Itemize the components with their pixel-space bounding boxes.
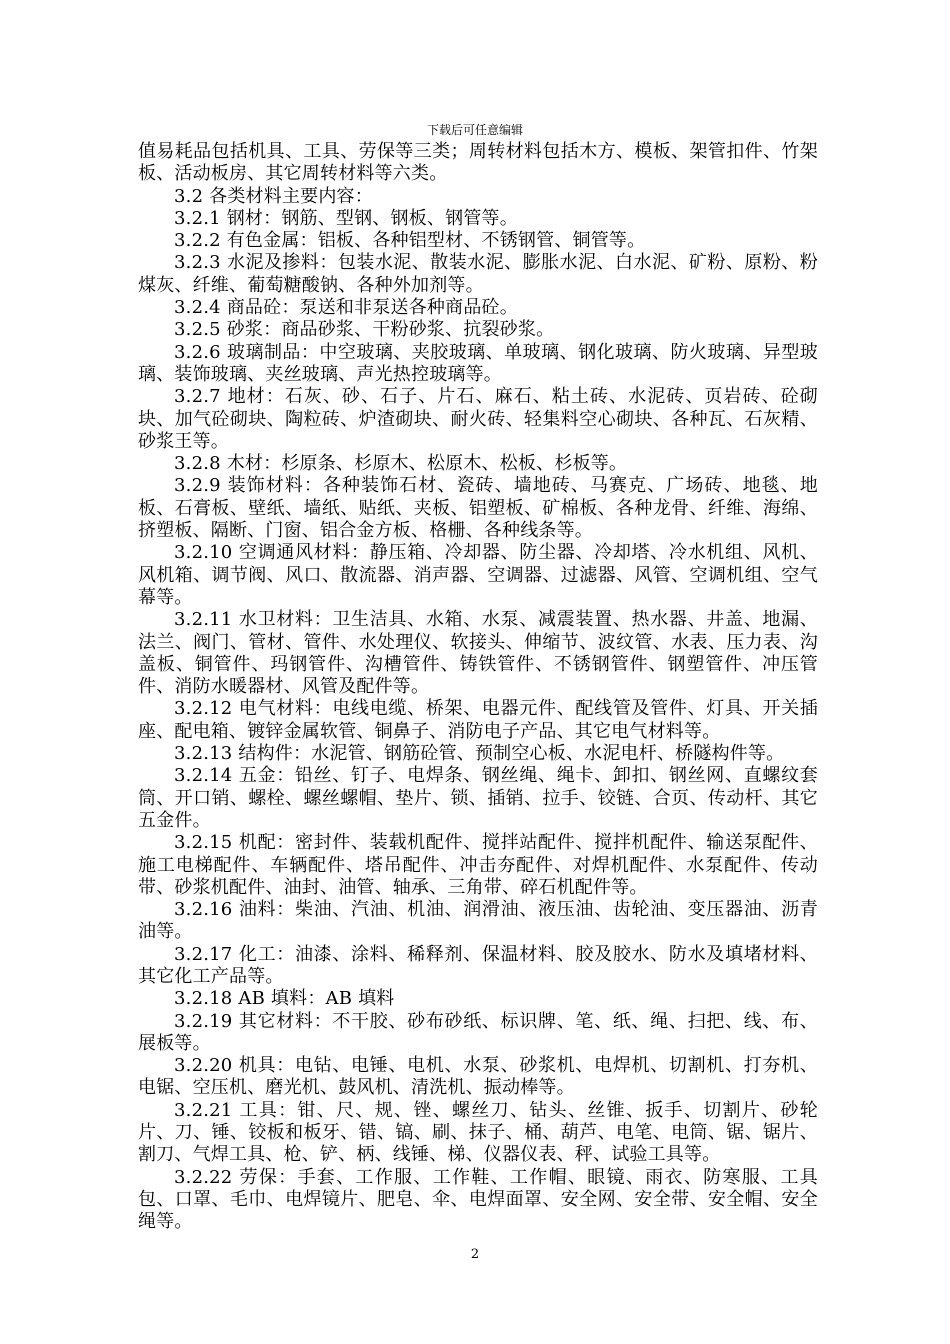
paragraph: 3.2.2 有色金属：铝板、各种铝型材、不锈钢管、铜管等。 [174, 230, 646, 252]
document-body [138, 141, 818, 1234]
paragraph: 值易耗品包括机具、工具、劳保等三类；周转材料包括木方、模板、架管扣件、竹架板、活动板房、其它周转材料等六类。 [138, 141, 818, 185]
paragraph: 3.2.19 其它材料：不干胶、砂布砂纸、标识牌、笔、纸、绳、扫把、线、布、展板等。 [138, 1010, 818, 1054]
paragraph: 3.2.20 机具：电钻、电锤、电机、水泵、砂浆机、电焊机、切割机、打夯机、电锯、空压机、磨光机、鼓风机、清洗机、振动棒等。 [138, 1055, 818, 1099]
paragraph: 3.2.18 AB 填料：AB 填料 [174, 988, 395, 1010]
paragraph: 3.2.1 钢材：钢筋、型钢、钢板、钢管等。 [174, 207, 518, 229]
paragraph: 3.2.21 工具：钳、尺、规、锉、螺丝刀、钻头、丝锥、扳手、切割片、砂轮片、刀、锤、铰板和板牙、错、镐、刷、抹子、桶、葫芦、电笔、电筒、锯、锯片、割刀、气焊工具、枪、铲、柄、线锤、梯、仪器仪表、秤、试验工具等。 [138, 1099, 818, 1166]
paragraph: 3.2.14 五金：铅丝、钉子、电焊条、钢丝绳、绳卡、卸扣、钢丝网、直螺纹套筒、开口销、螺栓、螺丝螺帽、垫片、锁、插销、拉手、铰链、合页、传动杆、其它五金件。 [138, 765, 818, 831]
page-number: 2 [470, 1247, 480, 1262]
paragraph: 3.2.22 劳保：手套、工作服、工作鞋、工作帽、眼镜、雨衣、防寒服、工具包、口罩、毛巾、电焊镜片、肥皂、伞、电焊面罩、安全网、安全带、安全帽、安全绳等。 [138, 1166, 818, 1233]
paragraph: 3.2.3 水泥及掺料：包装水泥、散装水泥、膨胀水泥、白水泥、矿粉、原粉、粉煤灰、纤维、葡萄糖酸钠、各种外加剂等。 [138, 252, 818, 296]
page-header: 下载后可任意编辑 [426, 123, 523, 137]
paragraph: 3.2.9 装饰材料：各种装饰石材、瓷砖、墙地砖、马赛克、广场砖、地毯、地板、石膏板、壁纸、墙纸、贴纸、夹板、铝塑板、矿棉板、各种龙骨、纤维、海绵、挤塑板、隔断、门窗、铝合金方板、格栅、各种线条等。 [138, 475, 818, 542]
paragraph: 3.2.16 油料：柴油、汽油、机油、润滑油、液压油、齿轮油、变压器油、沥青油等。 [138, 899, 818, 943]
paragraph: 3.2.5 砂浆：商品砂浆、干粉砂浆、抗裂砂浆。 [174, 319, 555, 341]
paragraph: 3.2.17 化工：油漆、涂料、稀释剂、保温材料、胶及胶水、防水及填堵材料、其它化工产品等。 [138, 943, 818, 987]
paragraph: 3.2.7 地材：石灰、砂、石子、片石、麻石、粘土砖、水泥砖、页岩砖、砼砌块、加气砼砌块、陶粒砖、炉渣砌块、耐火砖、轻集料空心砌块、各种瓦、石灰精、砂浆王等。 [138, 386, 818, 452]
paragraph: 3.2 各类材料主要内容： [174, 185, 373, 207]
paragraph: 3.2.6 玻璃制品：中空玻璃、夹胶玻璃、单玻璃、钢化玻璃、防火玻璃、异型玻璃、装饰玻璃、夹丝玻璃、声光热控玻璃等。 [138, 341, 818, 385]
paragraph: 3.2.15 机配：密封件、装载机配件、搅拌站配件、搅拌机配件、输送泵配件、施工电梯配件、车辆配件、塔吊配件、冲击夯配件、对焊机配件、水泵配件、传动带、砂浆机配件、油封、油管、轴承、三角带、碎石机配件等。 [138, 832, 818, 898]
paragraph: 3.2.11 水卫材料：卫生洁具、水箱、水泵、减震装置、热水器、井盖、地漏、法兰、阀门、管材、管件、水处理仪、软接头、伸缩节、波纹管、水表、压力表、沟盖板、铜管件、玛钢管件、沟槽管件、铸铁管件、不锈钢管件、钢塑管件、冲压管件、消防水暖器材、风管及配件等。 [138, 609, 818, 698]
paragraph: 3.2.10 空调通风材料：静压箱、冷却器、防尘器、冷却塔、冷水机组、风机、风机箱、调节阀、风口、散流器、消声器、空调器、过滤器、风管、空调机组、空气幕等。 [138, 542, 818, 608]
paragraph: 3.2.13 结构件：水泥管、钢筋砼管、预制空心板、水泥电杆、桥隧构件等。 [174, 743, 785, 765]
paragraph: 3.2.12 电气材料：电线电缆、桥架、电器元件、配线管及管件、灯具、开关插座、配电箱、镀锌金属软管、铜鼻子、消防电子产品、其它电气材料等。 [138, 698, 818, 742]
paragraph: 3.2.4 商品砼：泵送和非泵送各种商品砼。 [174, 297, 518, 319]
paragraph: 3.2.8 木材：杉原条、杉原木、松原木、松板、杉板等。 [174, 453, 628, 475]
